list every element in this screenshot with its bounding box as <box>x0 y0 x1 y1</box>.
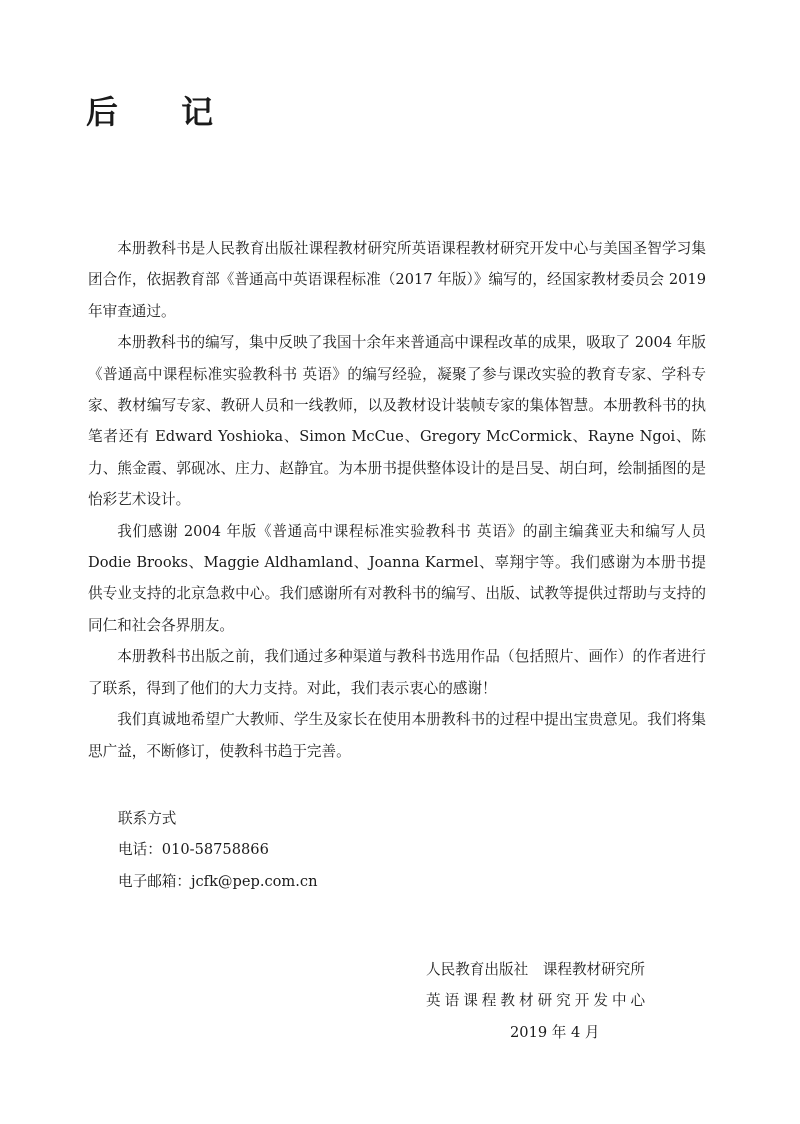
contact-phone: 电话：010-58758866 <box>118 841 269 859</box>
afterword-body <box>88 233 706 767</box>
paragraph-1: 本册教科书是人民教育出版社课程教材研究所英语课程教材研究开发中心与美国圣智学习集团合作，依据教育部《普通高中英语课程标准（2017 年版）》编写的，经国家教材委员会 2019 年审查通过。 <box>88 240 706 320</box>
paragraph-4: 本册教科书出版之前，我们通过多种渠道与教科书选用作品（包括照片、画作）的作者进行了联系，得到了他们的大力支持。对此，我们表示衷心的感谢！ <box>88 648 706 697</box>
page-title: 后 记 <box>86 93 240 131</box>
signature-block <box>426 954 686 1048</box>
signature-publisher: 人民教育出版社 课程教材研究所 <box>426 961 645 978</box>
paragraph-5: 我们真诚地希望广大教师、学生及家长在使用本册教科书的过程中提出宝贵意见。我们将集思广益，不断修订，使教科书趋于完善。 <box>88 711 706 760</box>
contact-heading: 联系方式 <box>118 810 177 827</box>
paragraph-2: 本册教科书的编写，集中反映了我国十余年来普通高中课程改革的成果，吸取了 2004 年版《普通高中课程标准实验教科书 英语》的编写经验，凝聚了参与课改实验的教育专家、学科专家、教材编写专家、教研人员和一线教师，以及教材设计装帧专家的集体智慧。本册教科书的执笔者还有 Edward Yoshioka、Simon McCue、Gregory McCormick、Rayne Ngoi、陈力、熊金霞、郭砚冰、庄力、赵静宜。为本册书提供整体设计的是吕旻、胡白珂，绘制插图的是怡彩艺术设计。 <box>88 334 706 509</box>
paragraph-3: 我们感谢 2004 年版《普通高中课程标准实验教科书 英语》的副主编龚亚夫和编写人员 Dodie Brooks、Maggie Aldhamland、Joanna Karmel、辜翔宇等。我们感谢为本册书提供专业支持的北京急救中心。我们感谢所有对教科书的编写、出版、试教等提供过帮助与支持的同仁和社会各界朋友。 <box>88 522 706 634</box>
contact-info <box>118 803 317 897</box>
signature-center: 英语课程教材研究开发中心 <box>426 992 650 1010</box>
signature-date: 2019 年 4 月 <box>510 1023 600 1041</box>
contact-email: 电子邮箱：jcfk@pep.com.cn <box>118 872 318 890</box>
